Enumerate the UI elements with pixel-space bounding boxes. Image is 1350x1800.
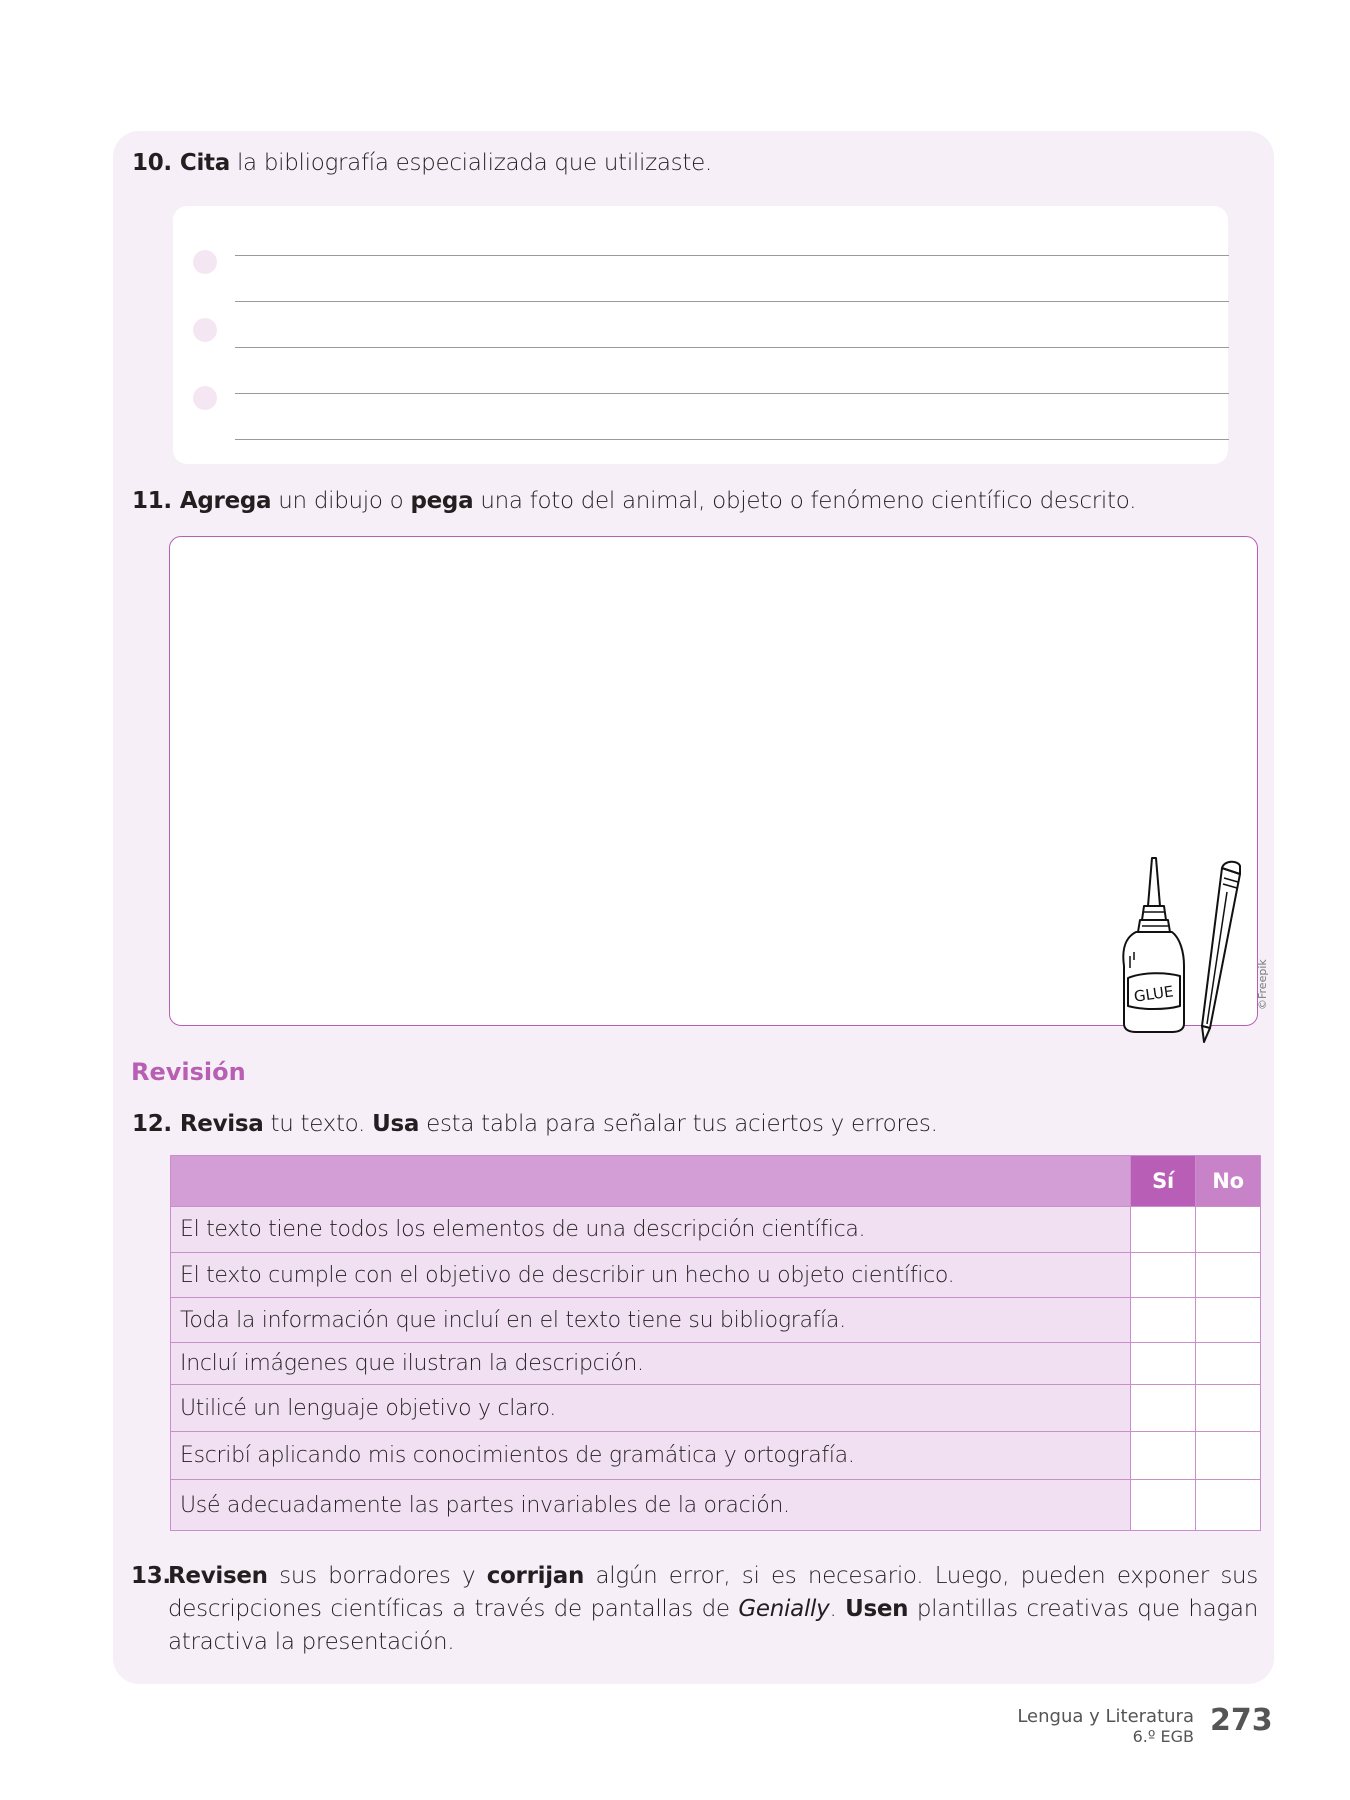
criteria-header bbox=[171, 1156, 1131, 1207]
bullet-3 bbox=[193, 386, 217, 410]
no-checkbox-cell[interactable] bbox=[1196, 1432, 1261, 1480]
criterion-text: El texto cumple con el objetivo de describir un hecho u objeto científico. bbox=[171, 1253, 1131, 1298]
instruction-text: esta tabla para señalar tus aciertos y errores. bbox=[419, 1111, 938, 1137]
glue-label: GLUE bbox=[1132, 982, 1175, 1006]
no-checkbox-cell[interactable] bbox=[1196, 1385, 1261, 1432]
criterion-text: Escribí aplicando mis conocimientos de gramática y ortografía. bbox=[171, 1432, 1131, 1480]
instruction-verb: Revisen bbox=[168, 1563, 268, 1589]
yes-checkbox-cell[interactable] bbox=[1131, 1343, 1196, 1385]
question-number: 11. bbox=[132, 488, 172, 514]
question-10 bbox=[132, 150, 712, 176]
footer-subject: Lengua y Literatura bbox=[1017, 1706, 1194, 1727]
table-row bbox=[171, 1343, 1261, 1385]
table-header-row bbox=[171, 1156, 1261, 1207]
instruction-verb: Revisa bbox=[179, 1111, 264, 1137]
no-column-header: No bbox=[1196, 1156, 1261, 1207]
instruction-text: tu texto. bbox=[263, 1111, 373, 1137]
yes-checkbox-cell[interactable] bbox=[1131, 1298, 1196, 1343]
instruction-verb: Agrega bbox=[179, 488, 272, 514]
yes-checkbox-cell[interactable] bbox=[1131, 1385, 1196, 1432]
instruction-text: sus borradores y bbox=[267, 1563, 487, 1589]
question-number: 12. bbox=[132, 1111, 172, 1137]
no-checkbox-cell[interactable] bbox=[1196, 1253, 1261, 1298]
question-12 bbox=[132, 1111, 938, 1137]
table-row bbox=[171, 1432, 1261, 1480]
table-row bbox=[171, 1385, 1261, 1432]
table-row bbox=[171, 1207, 1261, 1253]
criterion-text: El texto tiene todos los elementos de una descripción científica. bbox=[171, 1207, 1131, 1253]
question-11 bbox=[132, 488, 1136, 514]
section-title: Revisión bbox=[131, 1058, 246, 1086]
writing-line-5[interactable] bbox=[235, 439, 1229, 440]
table-row bbox=[171, 1253, 1261, 1298]
bullet-1 bbox=[193, 250, 217, 274]
instruction-text: un dibujo o bbox=[271, 488, 411, 514]
instruction-text: plantillas creativas que hagan atractiva la presentación. bbox=[168, 1596, 1258, 1655]
instruction-text: . bbox=[829, 1596, 846, 1622]
platform-name: Genially bbox=[738, 1596, 830, 1622]
writing-line-2[interactable] bbox=[235, 301, 1229, 302]
drawing-area[interactable] bbox=[169, 536, 1258, 1026]
table-row bbox=[171, 1298, 1261, 1343]
no-checkbox-cell[interactable] bbox=[1196, 1343, 1261, 1385]
page-number: 273 bbox=[1210, 1703, 1273, 1738]
instruction-text: la bibliografía especializada que utilizaste. bbox=[229, 150, 712, 176]
writing-line-3[interactable] bbox=[235, 347, 1229, 348]
criterion-text: Incluí imágenes que ilustran la descripción. bbox=[171, 1343, 1131, 1385]
review-checklist-table bbox=[170, 1155, 1261, 1531]
instruction-verb: Cita bbox=[179, 150, 230, 176]
criterion-text: Utilicé un lenguaje objetivo y claro. bbox=[171, 1385, 1131, 1432]
writing-line-4[interactable] bbox=[235, 393, 1229, 394]
bibliography-writing-area bbox=[173, 206, 1228, 464]
question-13 bbox=[131, 1560, 1258, 1659]
no-checkbox-cell[interactable] bbox=[1196, 1207, 1261, 1253]
yes-column-header: Sí bbox=[1131, 1156, 1196, 1207]
yes-checkbox-cell[interactable] bbox=[1131, 1207, 1196, 1253]
criterion-text: Toda la información que incluí en el texto tiene su bibliografía. bbox=[171, 1298, 1131, 1343]
footer-grade: 6.º EGB bbox=[1132, 1727, 1194, 1746]
yes-checkbox-cell[interactable] bbox=[1131, 1480, 1196, 1531]
instruction-verb: Usen bbox=[845, 1596, 909, 1622]
image-credit: ©Freepik bbox=[1256, 959, 1269, 1010]
instruction-verb: pega bbox=[410, 488, 474, 514]
no-checkbox-cell[interactable] bbox=[1196, 1298, 1261, 1343]
instruction-text: algún error, si es necesario. Luego, pueden exponer sus descripciones científicas a través de pantallas de bbox=[168, 1563, 1258, 1622]
glue-pencil-illustration bbox=[1118, 856, 1258, 1046]
question-13-body bbox=[168, 1560, 1258, 1659]
yes-checkbox-cell[interactable] bbox=[1131, 1432, 1196, 1480]
no-checkbox-cell[interactable] bbox=[1196, 1480, 1261, 1531]
criterion-text: Usé adecuadamente las partes invariables de la oración. bbox=[171, 1480, 1131, 1531]
writing-line-1[interactable] bbox=[235, 255, 1229, 256]
question-number: 13. bbox=[131, 1563, 171, 1589]
bullet-2 bbox=[193, 318, 217, 342]
instruction-text: una foto del animal, objeto o fenómeno científico descrito. bbox=[473, 488, 1137, 514]
instruction-verb: corrijan bbox=[486, 1563, 585, 1589]
instruction-verb: Usa bbox=[372, 1111, 420, 1137]
table-row bbox=[171, 1480, 1261, 1531]
question-number: 10. bbox=[132, 150, 172, 176]
yes-checkbox-cell[interactable] bbox=[1131, 1253, 1196, 1298]
